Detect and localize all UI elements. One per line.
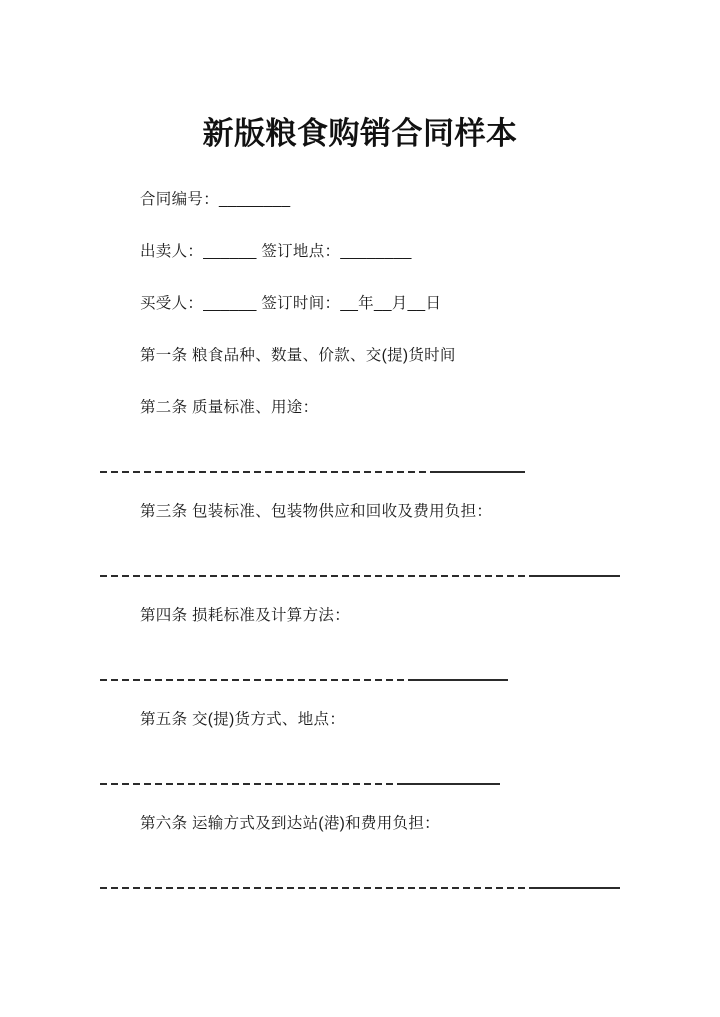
document-text-line: 第三条 包装标准、包装物供应和回收及费用负担： [140, 503, 493, 520]
section-separator-rule [0, 654, 720, 706]
separator-dashed-segment [100, 679, 410, 681]
separator-dashed-segment [100, 887, 530, 889]
separator-solid-segment [530, 575, 620, 577]
document-text-line: 出卖人：______ 签订地点：________ [140, 243, 412, 260]
separator-dashed-segment [100, 783, 400, 785]
separator-solid-segment [430, 471, 525, 473]
document-text-line: 第二条 质量标准、用途： [140, 399, 319, 416]
separator-dashed-segment [100, 575, 530, 577]
separator-dashed-segment [100, 471, 430, 473]
separator-inner [100, 673, 508, 687]
separator-solid-segment [410, 679, 508, 681]
document-text-line: 第四条 损耗标准及计算方法： [140, 607, 351, 624]
document-text-line: 第五条 交(提)货方式、地点： [140, 711, 346, 728]
separator-inner [100, 777, 500, 791]
section-separator-rule [0, 446, 720, 498]
section-separator-rule [0, 550, 720, 602]
separator-inner [100, 465, 525, 479]
section-separator-rule [0, 758, 720, 810]
document-text-line: 第一条 粮食品种、数量、价款、交(提)货时间 [140, 347, 456, 364]
document-text-line: 合同编号：________ [140, 191, 291, 208]
separator-inner [100, 881, 620, 895]
separator-solid-segment [400, 783, 500, 785]
separator-inner [100, 569, 620, 583]
separator-solid-segment [530, 887, 620, 889]
section-separator-rule [0, 862, 720, 914]
document-body [0, 186, 720, 914]
document-text-line: 第六条 运输方式及到达站(港)和费用负担： [140, 815, 440, 832]
document-text-line: 买受人：______ 签订时间：__年__月__日 [140, 295, 442, 312]
page-title: 新版粮食购销合同样本 [202, 116, 518, 151]
